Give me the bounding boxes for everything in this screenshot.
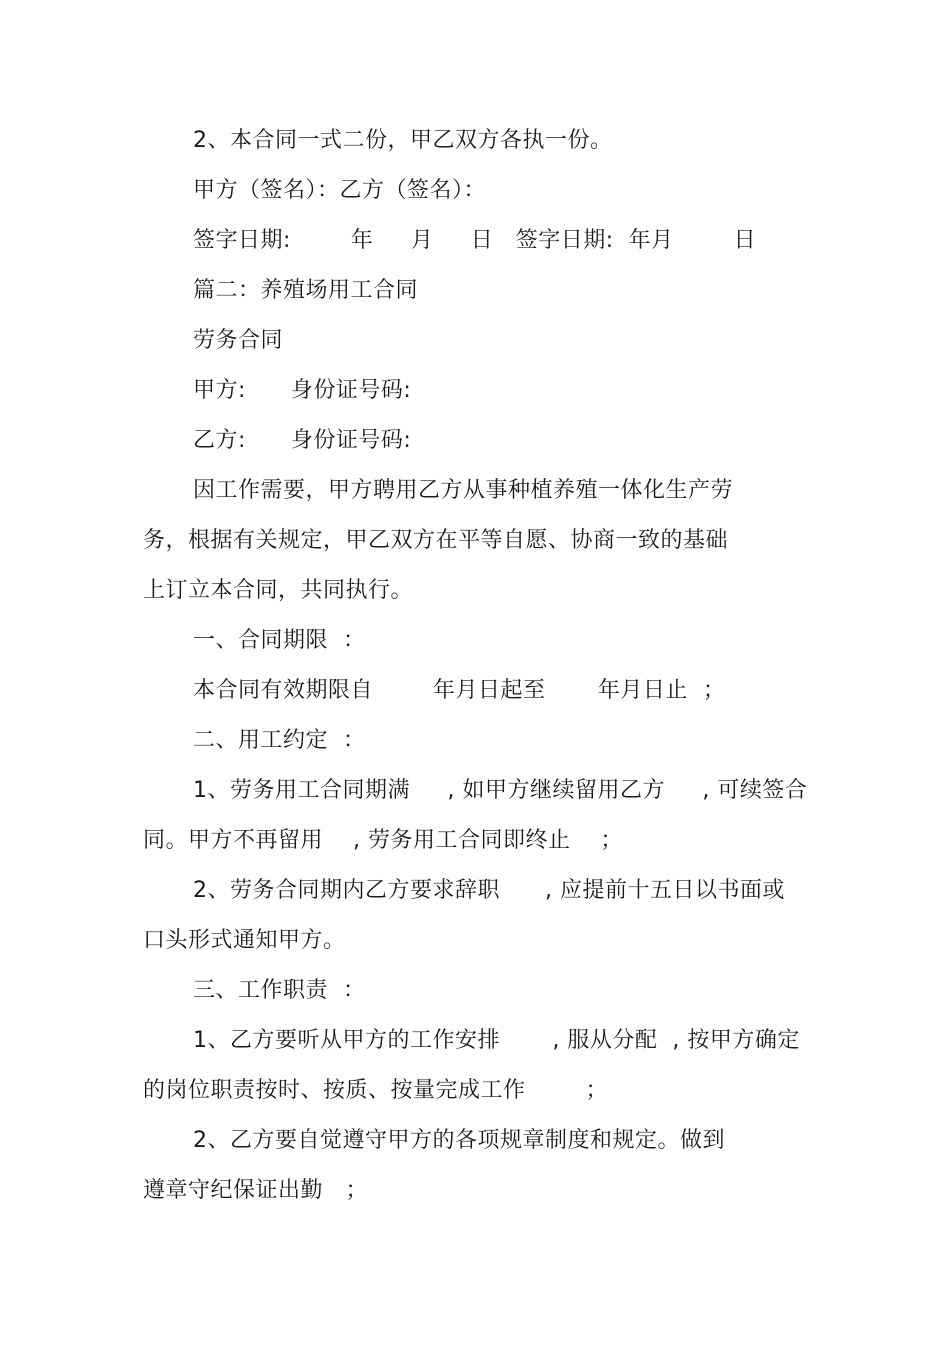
text-line: 遵章守纪保证出勤 ； xyxy=(143,1178,368,1203)
section-heading: 二、用工约定 ： xyxy=(193,728,366,753)
text-line: 口头形式通知甲方。 xyxy=(143,928,346,953)
text-line: 的岗位职责按时、按质、按量完成工作 ； xyxy=(143,1078,608,1103)
section-heading: 篇二：养殖场用工合同 xyxy=(193,278,419,303)
text-line: 签字日期: 年 月 日 签字日期: 年月 日 xyxy=(193,228,757,253)
text-line: 2、劳务合同期内乙方要求辞职 , 应提前十五日以书面或 xyxy=(193,878,785,903)
section-heading: 一、合同期限 ： xyxy=(193,628,366,653)
text-line: 2、本合同一式二份，甲乙双方各执一份。 xyxy=(193,128,613,153)
section-heading: 三、工作职责 ： xyxy=(193,978,366,1003)
text-line: 乙方: 身份证号码: xyxy=(193,428,412,453)
text-line: 本合同有效期限自 年月日起至 年月日止 ； xyxy=(193,678,726,703)
text-line: 1、劳务用工合同期满 , 如甲方继续留用乙方 , 可续签合 xyxy=(193,778,808,803)
text-line: 甲方（签名）：乙方（签名）： xyxy=(193,178,487,203)
text-line: 因工作需要，甲方聘用乙方从事种植养殖一体化生产劳 xyxy=(193,478,734,503)
text-line: 上订立本合同，共同执行。 xyxy=(143,578,414,603)
text-line: 1、乙方要听从甲方的工作安排 , 服从分配 , 按甲方确定 xyxy=(193,1028,800,1053)
text-line: 务，根据有关规定，甲乙双方在平等自愿、协商一致的基础 xyxy=(143,528,729,553)
text-line: 同。甲方不再留用 , 劳务用工合同即终止 ； xyxy=(143,828,623,853)
text-line: 2、乙方要自觉遵守甲方的各项规章制度和规定。做到 xyxy=(193,1128,725,1153)
section-heading: 劳务合同 xyxy=(193,328,284,353)
text-line: 甲方: 身份证号码: xyxy=(193,378,412,403)
